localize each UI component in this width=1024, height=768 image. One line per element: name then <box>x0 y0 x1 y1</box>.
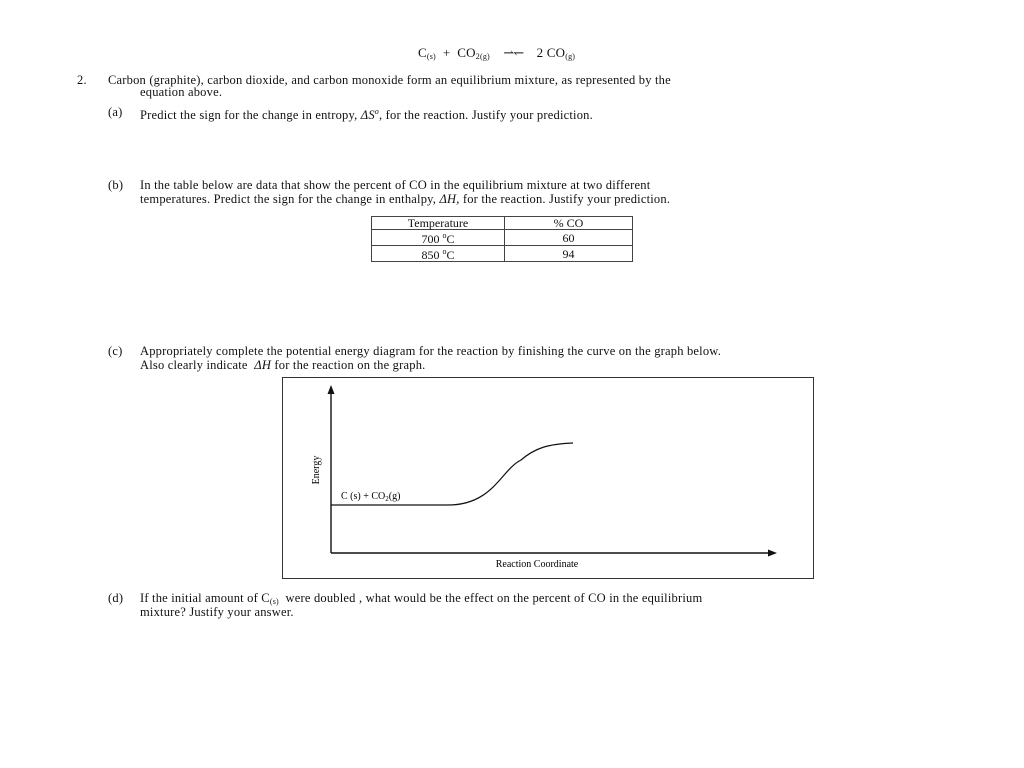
x-axis-arrow-icon <box>768 550 777 557</box>
temp-unit: C <box>446 248 455 262</box>
equilibrium-data-table <box>371 216 633 262</box>
question-stem-line2: equation above. <box>140 85 223 99</box>
equation-carbon: C <box>418 45 427 60</box>
part-d-label: (d) <box>108 591 124 605</box>
equation-product: 2 CO <box>536 45 566 60</box>
part-a-text-before: Predict the sign for the change in entropy, <box>140 108 358 122</box>
degree-sign: o <box>442 247 447 256</box>
part-b-line1: In the table below are data that show the percent of CO in the equilibrium mixture at two different <box>140 178 651 192</box>
reactant-label-state: (g) <box>388 491 401 502</box>
table-header-percent-co: % CO <box>505 217 633 230</box>
temp-unit: C <box>446 232 455 246</box>
part-d-c-state: (s) <box>269 597 279 606</box>
reactant-label-sub: 2 <box>385 495 389 503</box>
equilibrium-equation <box>418 46 575 64</box>
equation-plus: + <box>442 45 451 60</box>
part-b-line2-after: for the reaction. Justify your prediction. <box>462 192 671 206</box>
temp-value: 700 <box>421 232 440 246</box>
entropy-symbol-sup: o <box>374 107 379 116</box>
table-header-temperature: Temperature <box>372 217 505 230</box>
potential-energy-diagram <box>282 377 814 579</box>
reactant-label <box>341 491 400 503</box>
reactant-label-text: C (s) + CO <box>341 491 386 502</box>
table-row <box>372 230 633 246</box>
part-b-line2 <box>140 192 670 206</box>
part-d-line1-before: If the initial amount of C <box>140 591 270 605</box>
enthalpy-symbol: ΔH <box>254 358 272 372</box>
y-axis-label: Energy <box>311 455 322 485</box>
part-c-line2 <box>140 358 425 372</box>
question-number: 2. <box>77 73 87 87</box>
part-c-line2-before: Also clearly indicate <box>140 358 248 372</box>
entropy-symbol <box>361 108 379 122</box>
table-cell-percent: 94 <box>505 246 633 262</box>
x-axis-label: Reaction Coordinate <box>495 559 579 570</box>
equation-co2-subscript: 2 <box>475 52 480 61</box>
part-c-line2-after: for the reaction on the graph. <box>274 358 426 372</box>
equation-product-state: (g) <box>565 52 576 61</box>
part-b-label: (b) <box>108 178 124 192</box>
energy-diagram-svg <box>283 378 813 578</box>
part-d-line2: mixture? Justify your answer. <box>140 605 294 619</box>
part-c-line1: Appropriately complete the potential energy diagram for the reaction by finishing the curve on the graph below. <box>140 344 722 358</box>
part-b-line2-before: temperatures. Predict the sign for the change in enthalpy, <box>140 192 437 206</box>
y-axis-arrow-icon <box>328 385 335 394</box>
table-cell-percent: 60 <box>505 230 633 246</box>
part-d-line1-after: were doubled , what would be the effect on the percent of CO in the equilibrium <box>285 591 703 605</box>
part-a-text <box>140 105 593 122</box>
table-cell-temperature <box>372 230 505 246</box>
temp-value: 850 <box>421 248 440 262</box>
part-a-text-after: , for the reaction. Justify your prediction. <box>378 108 593 122</box>
table-cell-temperature <box>372 246 505 262</box>
question-stem-line1: Carbon (graphite), carbon dioxide, and carbon monoxide form an equilibrium mixture, as represented by the <box>108 73 671 87</box>
equation-co2-state: (g) <box>479 52 490 61</box>
part-a-label: (a) <box>108 105 123 119</box>
part-c-label: (c) <box>108 344 123 358</box>
entropy-symbol-text: ΔS <box>360 108 375 122</box>
table-header-row <box>372 217 633 230</box>
degree-sign: o <box>442 231 447 240</box>
enthalpy-symbol: ΔH, <box>439 192 460 206</box>
equation-carbon-state: (s) <box>426 52 436 61</box>
table-row <box>372 246 633 262</box>
equation-co2: CO <box>457 45 476 60</box>
equilibrium-arrows-icon: ⇀↽ <box>503 45 524 60</box>
